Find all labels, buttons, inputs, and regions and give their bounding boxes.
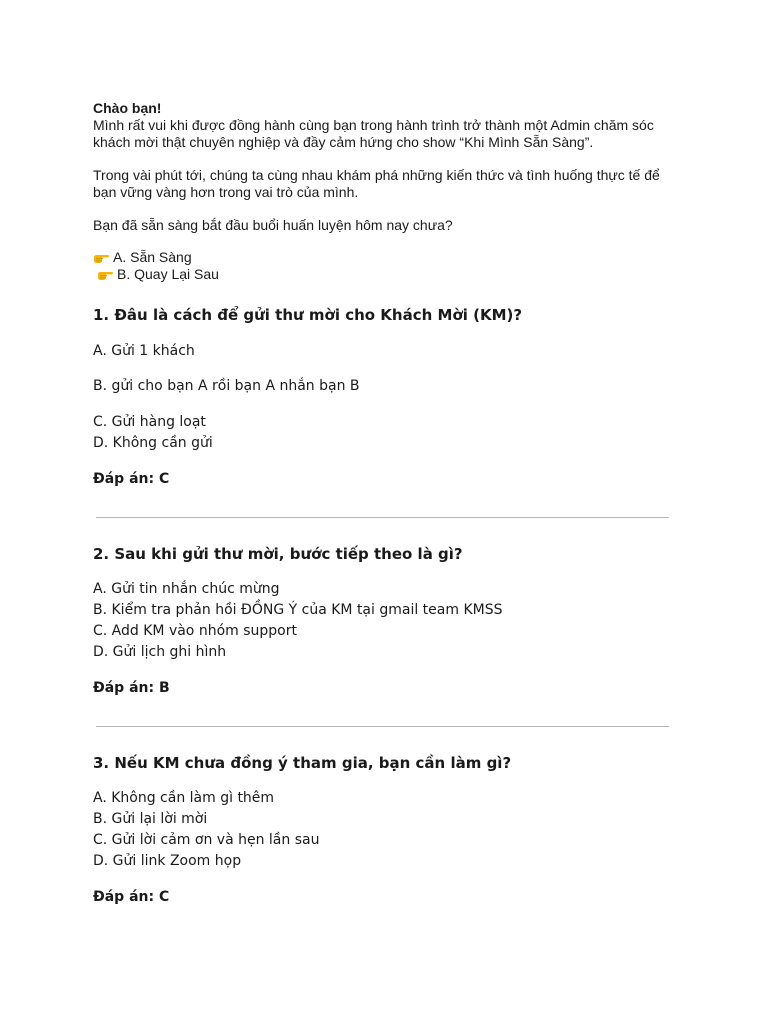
question-2-option-b: B. Kiểm tra phản hồi ĐỒNG Ý của KM tại gmail team KMSS xyxy=(93,602,503,618)
question-1-option-b: B. gửi cho bạn A rồi bạn A nhắn bạn B xyxy=(93,378,360,394)
divider xyxy=(96,726,669,727)
greeting: Chào bạn! xyxy=(93,100,162,116)
question-1-option-d: D. Không cần gửi xyxy=(93,435,213,451)
intro-line-2: khách mời thật chuyên nghiệp và đầy cảm hứng cho show “Khi Mình Sẵn Sàng”. xyxy=(93,134,594,150)
question-3-option-c: C. Gửi lời cảm ơn và hẹn lần sau xyxy=(93,832,320,848)
intro-line-1: Mình rất vui khi được đồng hành cùng bạn trong hành trình trở thành một Admin chăm sóc xyxy=(93,117,654,133)
intro-para2-line-1: Trong vài phút tới, chúng ta cùng nhau khám phá những kiến thức và tình huống thực tế để xyxy=(93,167,660,183)
question-1-option-a: A. Gửi 1 khách xyxy=(93,343,195,359)
question-2-title: 2. Sau khi gửi thư mời, bước tiếp theo là gì? xyxy=(93,545,463,563)
question-3-answer: Đáp án: C xyxy=(93,889,170,905)
choice-a-label: A. Sẵn Sàng xyxy=(113,249,192,265)
choice-b xyxy=(97,266,683,283)
intro-question: Bạn đã sẵn sàng bắt đầu buổi huấn luyện hôm nay chưa? xyxy=(93,217,453,233)
question-2-answer: Đáp án: B xyxy=(93,680,170,696)
choice-a xyxy=(93,249,683,266)
question-1-answer: Đáp án: C xyxy=(93,471,170,487)
intro-para2-line-2: bạn vững vàng hơn trong vai trò của mình. xyxy=(93,184,359,200)
question-2-option-a: A. Gửi tin nhắn chúc mừng xyxy=(93,581,280,597)
question-3-title: 3. Nếu KM chưa đồng ý tham gia, bạn cần làm gì? xyxy=(93,754,512,772)
intro-section xyxy=(93,100,683,283)
question-2-option-d: D. Gửi lịch ghi hình xyxy=(93,644,227,660)
pointing-hand-icon xyxy=(93,252,109,264)
choice-b-label: B. Quay Lại Sau xyxy=(117,266,219,282)
intro-choices xyxy=(93,249,683,283)
pointing-hand-icon xyxy=(97,269,113,281)
question-3-option-a: A. Không cần làm gì thêm xyxy=(93,790,275,806)
question-2-option-c: C. Add KM vào nhóm support xyxy=(93,623,297,639)
divider xyxy=(96,517,669,518)
question-3-option-d: D. Gửi link Zoom họp xyxy=(93,853,242,869)
question-3-option-b: B. Gửi lại lời mời xyxy=(93,811,208,827)
question-1-title: 1. Đâu là cách để gửi thư mời cho Khách Mời (KM)? xyxy=(93,306,523,324)
question-1-option-c: C. Gửi hàng loạt xyxy=(93,414,206,430)
